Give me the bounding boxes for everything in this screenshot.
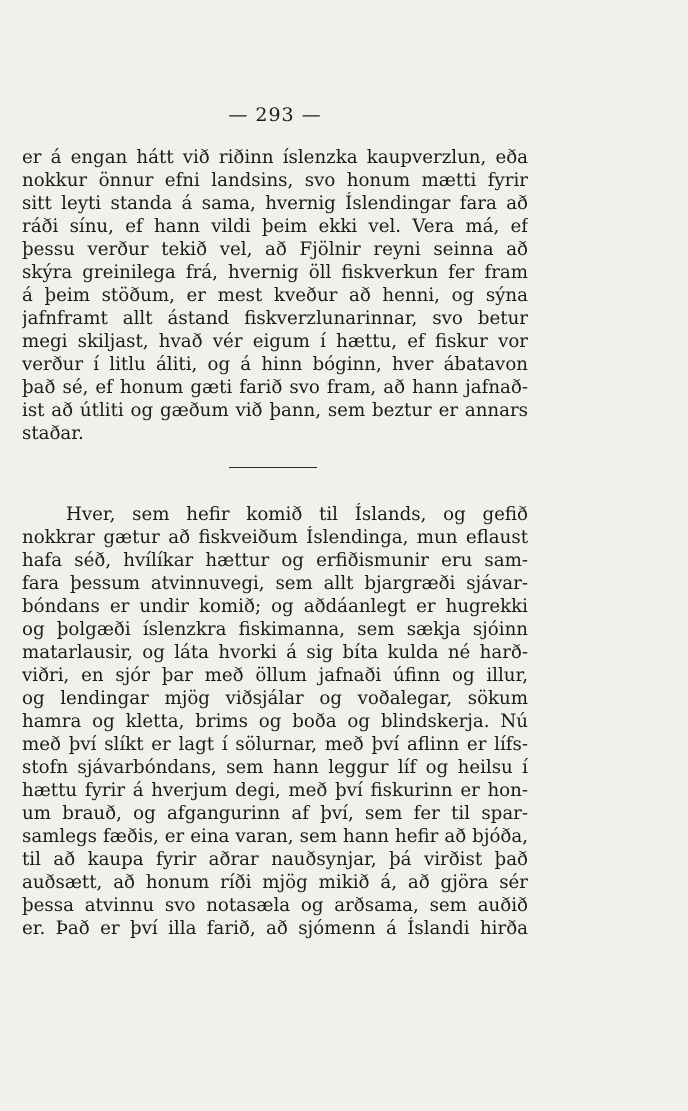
text-line: staðar.	[22, 423, 84, 444]
text-line: auðsætt, að honum ríði mjög mikið á, að gjöra sér	[22, 872, 528, 893]
text-line: til að kaupa fyrir aðrar nauðsynjar, þá virðist það	[22, 849, 528, 870]
text-line: og þolgæði íslenzkra fiskimanna, sem sækja sjóinn	[22, 619, 528, 640]
text-line: og lendingar mjög viðsjálar og voðalegar, sökum	[22, 688, 528, 709]
text-line: nokkrar gætur að fiskveiðum Íslendinga, mun eflaust	[22, 527, 528, 548]
text-line: þessa atvinnu svo notasæla og arðsama, sem auðið	[22, 895, 528, 916]
text-line: hafa séð, hvílíkar hættur og erfiðismunir eru sam-	[22, 550, 528, 571]
page-number: — 293 —	[228, 104, 322, 126]
text-line: skýra greinilega frá, hvernig öll fiskverkun fer fram	[22, 262, 528, 283]
section-divider	[229, 467, 317, 468]
text-line: ist að útliti og gæðum við þann, sem beztur er annars	[22, 400, 528, 421]
text-line: verður í litlu áliti, og á hinn bóginn, hver ábatavon	[22, 354, 528, 375]
text-line: hættu fyrir á hverjum degi, með því fiskurinn er hon-	[22, 780, 528, 801]
text-line: jafnframt allt ástand fiskverzlunarinnar, svo betur	[22, 308, 528, 329]
text-line: matarlausir, og láta hvorki á sig bíta kulda né harð-	[22, 642, 528, 663]
text-line: þessu verður tekið vel, að Fjölnir reyni seinna að	[22, 239, 528, 260]
text-line: megi skiljast, hvað vér eigum í hættu, ef fiskur vor	[22, 331, 528, 352]
text-line: um brauð, og afgangurinn af því, sem fer til spar-	[22, 803, 528, 824]
text-line: bóndans er undir komið; og aðdáanlegt er hugrekki	[22, 596, 528, 617]
text-line: sitt leyti standa á sama, hvernig Íslendingar fara að	[22, 193, 528, 214]
text-line: samlegs fæðis, er eina varan, sem hann hefir að bjóða,	[22, 826, 528, 847]
text-line: stofn sjávarbóndans, sem hann leggur líf og heilsu í	[22, 757, 528, 778]
text-line: það sé, ef honum gæti farið svo fram, að hann jafnað-	[22, 377, 528, 398]
text-line: Hver, sem hefir komið til Íslands, og gefið	[66, 504, 528, 525]
text-line: hamra og kletta, brims og boða og blindskerja. Nú	[22, 711, 528, 732]
text-line: er. Það er því illa farið, að sjómenn á Íslandi hirða	[22, 918, 528, 939]
text-line: viðri, en sjór þar með öllum jafnaði úfinn og illur,	[22, 665, 528, 686]
text-line: fara þessum atvinnuvegi, sem allt bjargræði sjávar-	[22, 573, 528, 594]
text-line: er á engan hátt við riðinn íslenzka kaupverzlun, eða	[22, 147, 528, 168]
text-line: nokkur önnur efni landsins, svo honum mætti fyrir	[22, 170, 528, 191]
text-line: ráði sínu, ef hann vildi þeim ekki vel. Vera má, ef	[22, 216, 528, 237]
text-line: með því slíkt er lagt í sölurnar, með því aflinn er lífs-	[22, 734, 528, 755]
text-line: á þeim stöðum, er mest kveður að henni, og sýna	[22, 285, 528, 306]
